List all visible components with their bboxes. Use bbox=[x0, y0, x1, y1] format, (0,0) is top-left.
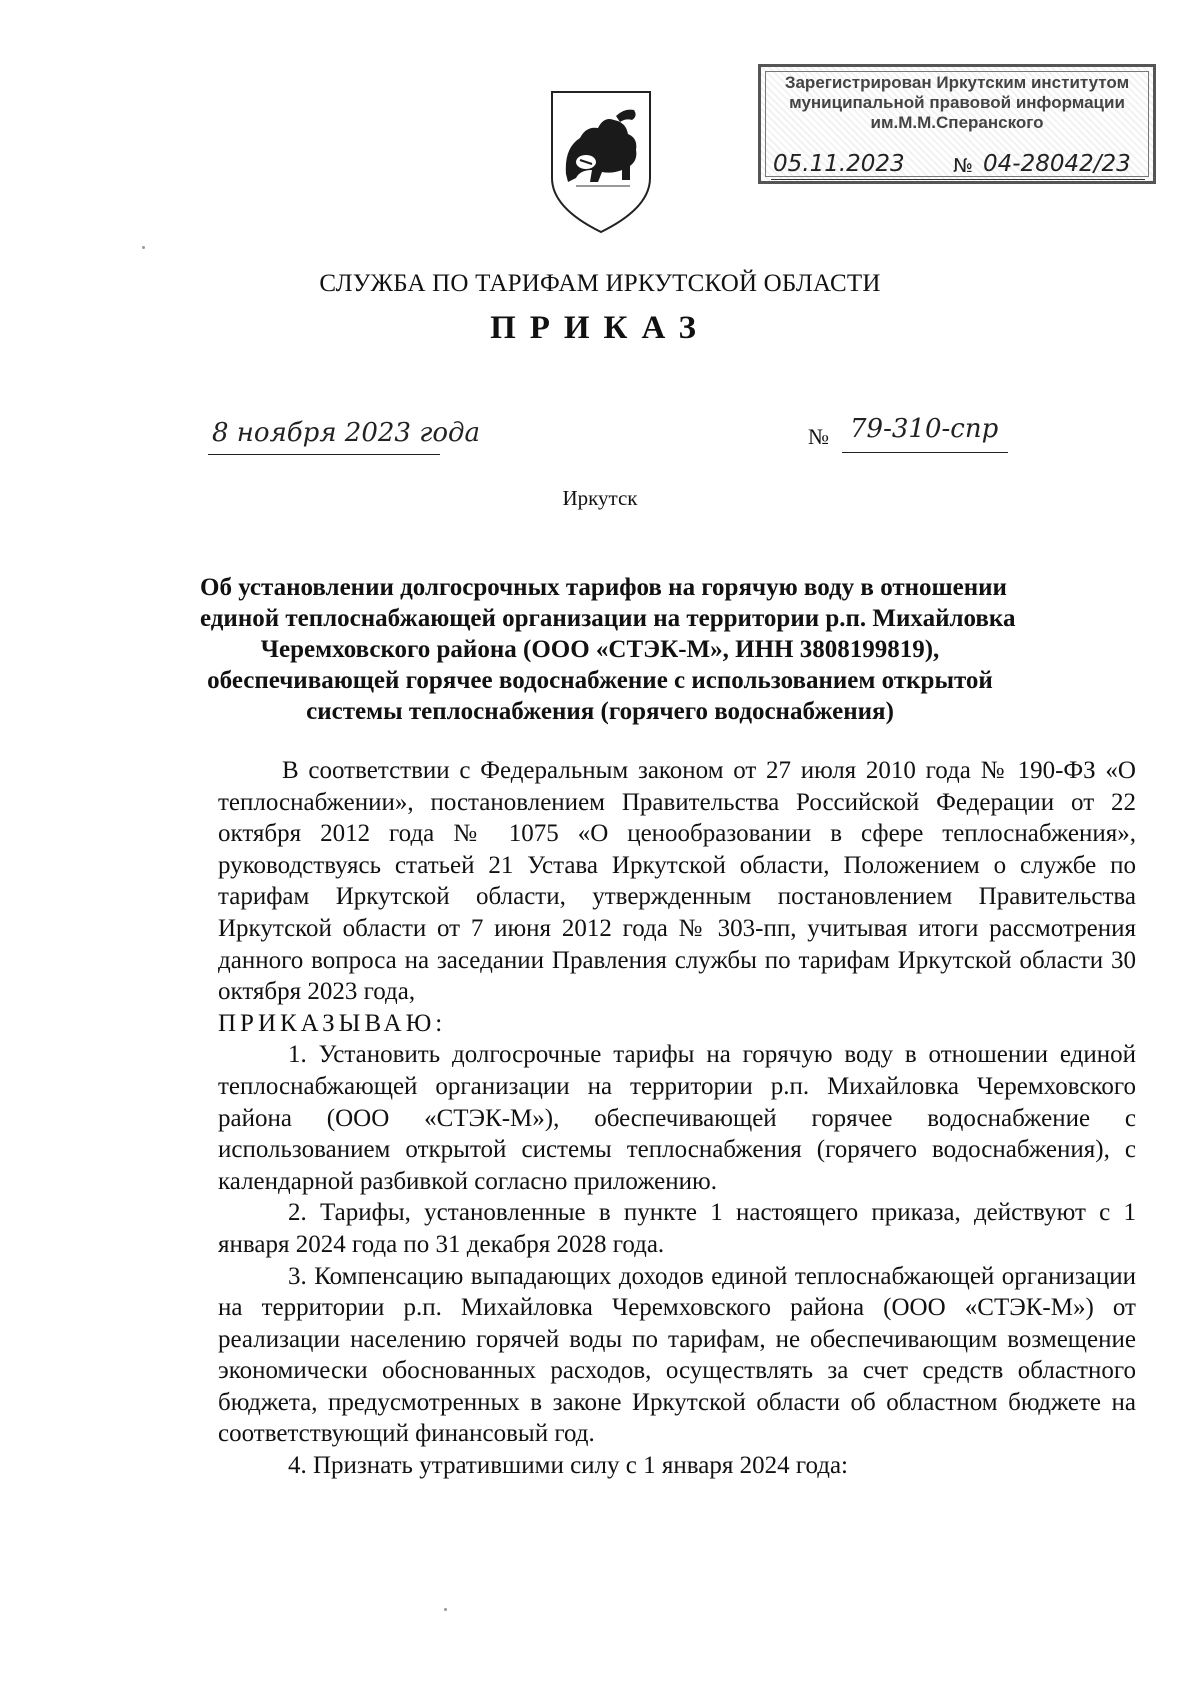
scan-speck bbox=[444, 1608, 447, 1611]
scan-speck bbox=[142, 246, 145, 249]
stamp-reg-no-label: № bbox=[953, 155, 973, 177]
stamp-reg-no: 04-28042/23 bbox=[983, 151, 1131, 177]
document-body bbox=[218, 755, 1136, 1482]
number-underline bbox=[842, 452, 1008, 453]
title-line: Черемховского района (ООО «СТЭК-М», ИНН 3808199819), bbox=[260, 636, 940, 663]
registration-stamp bbox=[758, 64, 1156, 184]
coat-of-arms bbox=[546, 86, 656, 236]
order-number: 79-310-спр bbox=[850, 414, 999, 444]
order-item-2: 2. Тарифы, установленные в пункте 1 настоящего приказа, действуют с 1 января 2024 года по 31 декабря 2028 года. bbox=[218, 1199, 1136, 1258]
order-item-4: 4. Признать утратившими силу с 1 января 2024 года: bbox=[288, 1452, 848, 1480]
stamp-line-3: им.М.М.Сперанского bbox=[870, 113, 1044, 132]
title-line: обеспечивающей горячее водоснабжение с использованием открытой bbox=[207, 667, 993, 694]
document-title bbox=[200, 572, 1016, 727]
order-word: ПРИКАЗЫВАЮ: bbox=[218, 1009, 447, 1037]
order-item-3: 3. Компенсацию выпадающих доходов единой теплоснабжающей организации на территории р.п. Михайловка Черемховского района (ООО «СТЭК-М») от реализации населению горячей воды по тарифам, не обеспечивающим возмещение экономически обоснованных расходов, осуществлять за счет средств областного бюджета, предусмотренных в законе Иркутской области об областном бюджете на соответствующий финансовый год. bbox=[218, 1262, 1136, 1448]
title-line: Об установлении долгосрочных тарифов на горячую воду в отношении bbox=[200, 574, 1007, 601]
title-line: единой теплоснабжающей организации на территории р.п. Михайловка bbox=[200, 605, 1016, 632]
stamp-registration-row bbox=[771, 151, 1145, 180]
order-number-label: № bbox=[808, 424, 829, 449]
date-underline bbox=[208, 454, 440, 455]
stamp-line-2: муниципальной правовой информации bbox=[789, 93, 1125, 112]
order-date: 8 ноября 2023 года bbox=[212, 418, 480, 448]
agency-name: СЛУЖБА ПО ТАРИФАМ ИРКУТСКОЙ ОБЛАСТИ bbox=[319, 270, 881, 297]
preamble-paragraph: В соответствии с Федеральным законом от 27 июля 2010 года № 190-ФЗ «О теплоснабжении», постановлением Правительства Российской Федерации от 22 октября 2012 года № 1075 «О ценообразовании в сфере теплоснабжения», руководствуясь статьей 21 Устава Иркутской области, Положением о службе по тарифам Иркутской области, утвержденным постановлением Правительства Иркутской области от 7 июня 2012 года № 303-пп, учитывая итоги рассмотрения данного вопроса на заседании Правления службы по тарифам Иркутской области 30 октября 2023 года, bbox=[218, 757, 1136, 1006]
stamp-reg-date: 05.11.2023 bbox=[773, 151, 905, 177]
order-item-1: 1. Установить долгосрочные тарифы на горячую воду в отношении единой теплоснабжающей организации на территории р.п. Михайловка Черемховского района (ООО «СТЭК-М»), обеспечивающей горячее водоснабжение с использованием открытой системы теплоснабжения (горячего водоснабжения), с календарной разбивкой согласно приложению. bbox=[218, 1041, 1136, 1195]
document-type: ПРИКАЗ bbox=[490, 310, 710, 346]
stamp-line-1: Зарегистрирован Иркутским институтом bbox=[784, 73, 1130, 92]
city: Иркутск bbox=[562, 486, 638, 510]
title-line: системы теплоснабжения (горячего водоснабжения) bbox=[306, 698, 894, 725]
